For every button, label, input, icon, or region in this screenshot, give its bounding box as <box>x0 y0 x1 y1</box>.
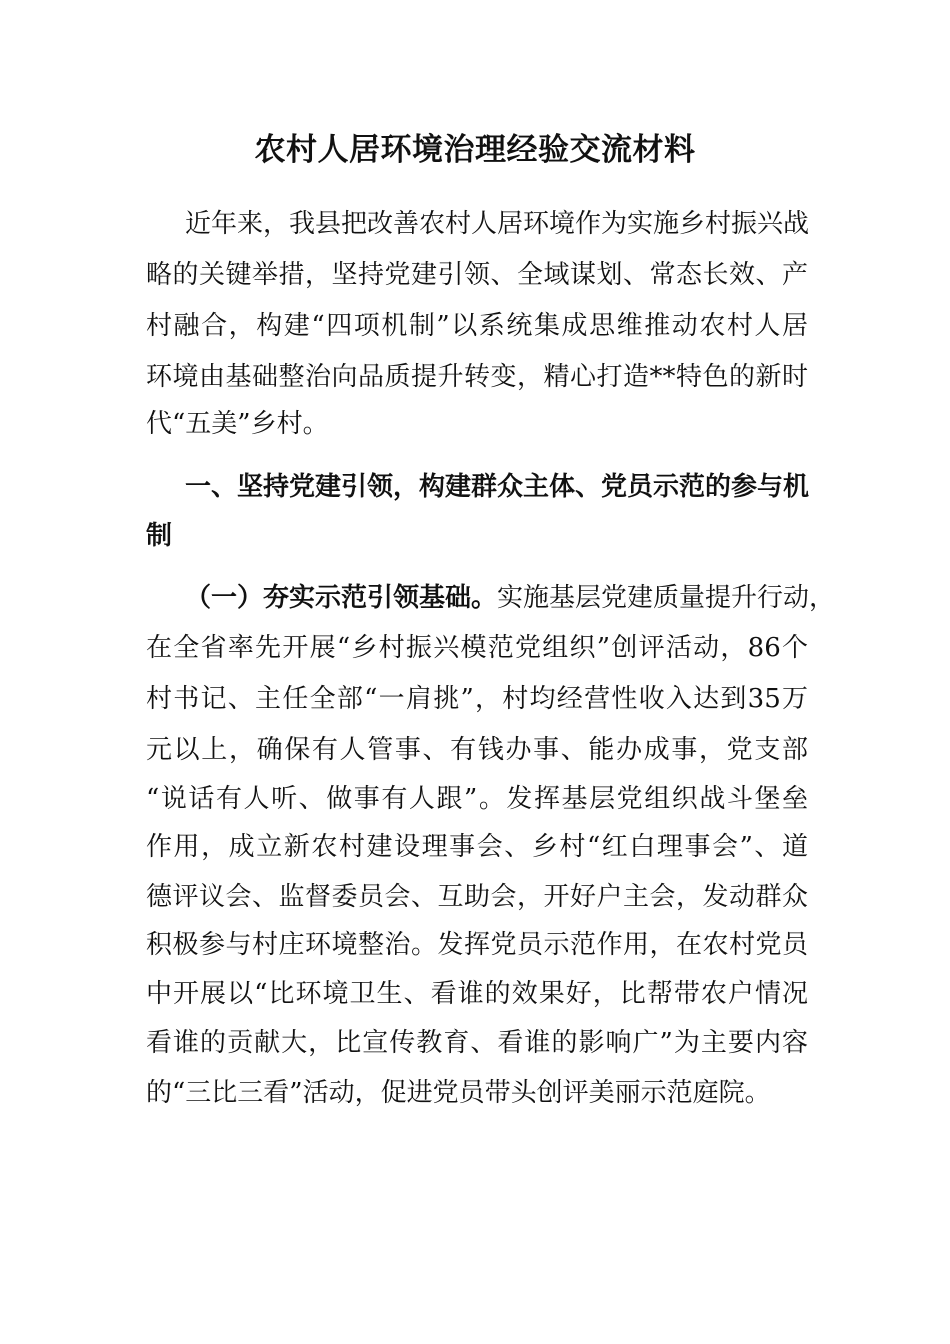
body-line-3: 元以上，确保有人管事、有钱办事、能办成事，党支部 <box>146 735 808 765</box>
intro-line-1: 近年来，我县把改善农村人居环境作为实施乡村振兴战 <box>185 209 810 239</box>
subsection-first-line <box>185 581 836 615</box>
subsection-first-line-text: 实施基层党建质量提升行动， <box>497 583 836 613</box>
body-line-6: 德评议会、监督委员会、互助会，开好户主会，发动群众 <box>146 882 808 912</box>
intro-line-3: 村融合，构建“四项机制”以系统集成思维推动农村人居 <box>146 311 808 341</box>
body-line-2: 村书记、主任全部“一肩挑”，村均经营性收入达到35万 <box>146 684 808 714</box>
body-line-8: 中开展以“比环境卫生、看谁的效果好，比帮带农户情况 <box>146 979 808 1009</box>
subsection-label: （一）夯实示范引领基础。 <box>185 583 498 613</box>
intro-line-4: 环境由基础整治向品质提升转变，精心打造**特色的新时 <box>146 362 808 392</box>
intro-line-5: 代“五美”乡村。 <box>146 409 329 439</box>
intro-line-2: 略的关键举措，坚持党建引领、全域谋划、常态长效、产 <box>146 260 808 290</box>
body-line-5: 作用，成立新农村建设理事会、乡村“红白理事会”、道 <box>146 832 808 862</box>
document-title: 农村人居环境治理经验交流材料 <box>254 132 696 168</box>
body-line-1: 在全省率先开展“乡村振兴模范党组织”创评活动，86个 <box>146 633 808 663</box>
body-line-7: 积极参与村庄环境整治。发挥党员示范作用，在农村党员 <box>146 930 808 960</box>
section-heading-line-1: 一、坚持党建引领，构建群众主体、党员示范的参与机 <box>185 472 810 502</box>
body-line-9: 看谁的贡献大，比宣传教育、看谁的影响广”为主要内容 <box>146 1028 808 1058</box>
section-heading-line-2: 制 <box>146 521 173 551</box>
body-line-4: “说话有人听、做事有人跟”。发挥基层党组织战斗堡垒 <box>146 784 808 814</box>
body-line-10: 的“三比三看”活动，促进党员带头创评美丽示范庭院。 <box>146 1078 771 1108</box>
